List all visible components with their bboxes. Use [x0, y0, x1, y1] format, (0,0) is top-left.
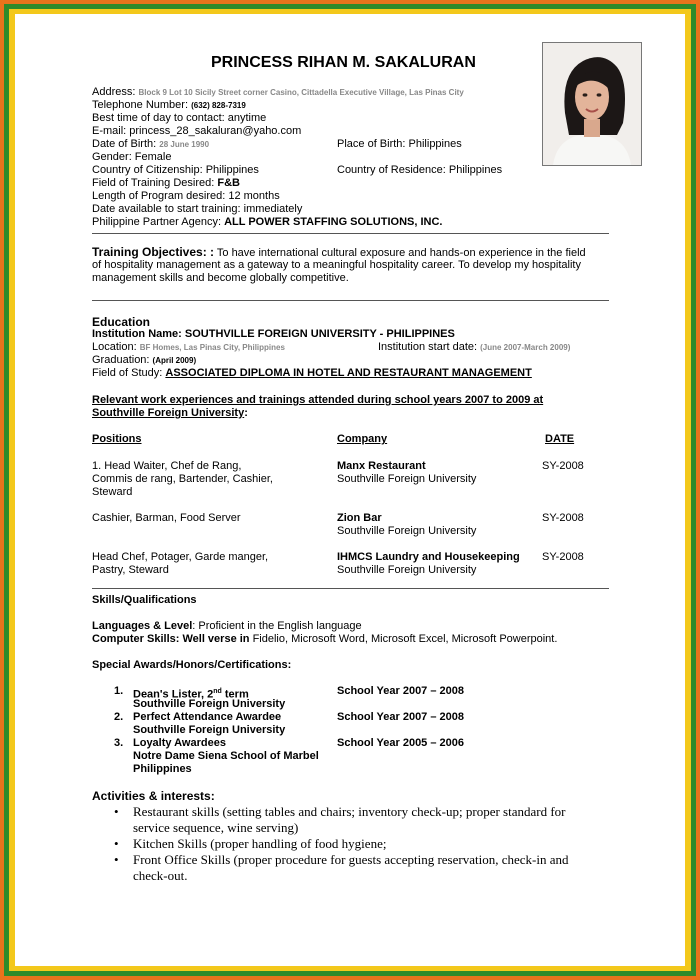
objectives-text-1: To have international cultural exposure and hands-on experience in the field [216, 247, 586, 259]
address-line [92, 86, 464, 99]
graduation-value: (April 2009) [152, 356, 197, 365]
program-length-line: Length of Program desired: 12 months [92, 190, 280, 202]
work-row-1-pos-3: Steward [92, 486, 133, 498]
work-title-line-1: Relevant work experiences and trainings attended during school years 2007 to 2009 at [92, 394, 544, 406]
award-2-year: School Year 2007 – 2008 [337, 711, 464, 723]
activity-3-line-2: check-out. [133, 868, 188, 883]
telephone-value: (632) 828-7319 [191, 101, 246, 110]
address-value: Block 9 Lot 10 Sicily Street corner Casino, Cittadella Executive Village, Las Pinas City [138, 88, 464, 97]
languages-label: Languages & Level [92, 620, 193, 632]
languages-value: : Proficient in the English language [192, 620, 362, 632]
bullet-icon: • [114, 804, 119, 819]
institution-label: Institution Name: [92, 328, 182, 340]
place-of-birth: Place of Birth: Philippines [337, 138, 462, 150]
award-2-name: Perfect Attendance Awardee [133, 711, 282, 723]
start-date-line [378, 341, 570, 354]
dob-label: Date of Birth: [92, 138, 157, 150]
activity-1-line-1: Restaurant skills (setting tables and chairs; inventory check-up; proper standard for [133, 804, 566, 819]
date-available-line: Date available to start training: immediately [92, 203, 303, 215]
email-line: E-mail: princess_28_sakaluran@yaho.com [92, 125, 302, 137]
award-1-num: 1. [114, 685, 124, 697]
portrait-image [543, 43, 641, 165]
field-training-value: F&B [217, 177, 240, 189]
field-training-line [92, 177, 240, 190]
objectives-line-3: management skills and become globally competitive. [92, 272, 349, 284]
award-1-name-text: Dean's Lister, 2 [133, 688, 214, 701]
work-row-1-company: Manx Restaurant [337, 460, 426, 472]
institution-line [92, 328, 455, 341]
graduation-line [92, 354, 196, 367]
work-row-2-date: SY-2008 [542, 512, 584, 524]
award-1-sup: nd [213, 688, 222, 695]
agency-line [92, 216, 442, 229]
resume-page [15, 14, 685, 966]
work-row-2-company: Zion Bar [337, 512, 382, 524]
award-1-school: Southville Foreign University [133, 698, 286, 710]
activity-1-line-2: service sequence, wine serving) [133, 820, 299, 835]
award-2-num: 2. [114, 711, 124, 723]
award-2-school: Southville Foreign University [133, 724, 286, 736]
objectives-title: Training Objectives: : [92, 245, 215, 259]
awards-title: Special Awards/Honors/Certifications: [92, 659, 292, 671]
location-value: BF Homes, Las Pinas City, Philippines [139, 343, 285, 352]
work-row-1-pos-2: Commis de rang, Bartender, Cashier, [92, 473, 273, 485]
work-row-1-date: SY-2008 [542, 460, 584, 472]
award-3-school: Notre Dame Siena School of Marbel [133, 750, 319, 762]
bullet-icon: • [114, 836, 119, 851]
award-3-num: 3. [114, 737, 124, 749]
award-3-name: Loyalty Awardees [133, 737, 226, 749]
objectives-line-2: of hospitality management as a gateway to a meaningful hospitality career. To develop my hospitality [92, 259, 581, 271]
telephone-line [92, 99, 246, 112]
citizenship-line: Country of Citizenship: Philippines [92, 164, 259, 176]
award-3-year: School Year 2005 – 2006 [337, 737, 464, 749]
bullet-icon: • [114, 852, 119, 867]
work-title-colon: : [244, 407, 248, 419]
activities-title: Activities & interests: [92, 789, 215, 803]
profile-photo [542, 42, 642, 166]
work-row-3-company: IHMCS Laundry and Housekeeping [337, 551, 520, 563]
work-row-3-sub: Southville Foreign University [337, 564, 477, 576]
col-company: Company [337, 433, 388, 445]
telephone-label: Telephone Number: [92, 99, 189, 111]
col-positions: Positions [92, 433, 142, 445]
col-date: DATE [545, 433, 575, 445]
field-of-study-value: ASSOCIATED DIPLOMA IN HOTEL AND RESTAURANT MANAGEMENT [165, 367, 532, 379]
location-label: Location: [92, 341, 137, 353]
award-3-school-2: Philippines [133, 763, 192, 775]
gender-line: Gender: Female [92, 151, 172, 163]
institution-value: SOUTHVILLE FOREIGN UNIVERSITY - PHILIPPINES [184, 328, 455, 340]
graduation-label: Graduation: [92, 354, 150, 366]
page-title: PRINCESS RIHAN M. SAKALURAN [211, 54, 476, 71]
activity-2-line-1: Kitchen Skills (proper handling of food hygiene; [133, 836, 387, 851]
field-of-study-line [92, 367, 532, 380]
activity-3-line-1: Front Office Skills (proper procedure for guests accepting reservation, check-in and [133, 852, 569, 867]
agency-label: Philippine Partner Agency: [92, 216, 222, 228]
work-title-line-2 [92, 407, 248, 420]
objectives-line-1 [92, 246, 586, 260]
best-time-line: Best time of day to contact: anytime [92, 112, 267, 124]
work-row-3-date: SY-2008 [542, 551, 584, 563]
field-training-label: Field of Training Desired: [92, 177, 215, 189]
education-title: Education [92, 315, 151, 329]
location-line [92, 341, 285, 354]
divider-3 [92, 588, 609, 589]
award-1-term: term [221, 688, 249, 701]
divider-1 [92, 233, 609, 234]
field-of-study-label: Field of Study: [92, 367, 163, 379]
address-label: Address: [92, 86, 136, 98]
award-1-year: School Year 2007 – 2008 [337, 685, 464, 697]
residence-line: Country of Residence: Philippines [337, 164, 503, 176]
work-row-1-pos-1: 1. Head Waiter, Chef de Rang, [92, 460, 242, 472]
dob-line [92, 138, 209, 151]
start-date-label: Institution start date: [378, 341, 478, 353]
languages-line [92, 620, 362, 633]
divider-2 [92, 300, 609, 301]
computer-skills-value: Fidelio, Microsoft Word, Microsoft Excel, Microsoft Powerpoint. [252, 633, 558, 645]
start-date-value: (June 2007-March 2009) [480, 343, 571, 352]
dob-value: 28 June 1990 [159, 140, 210, 149]
work-row-3-pos-2: Pastry, Steward [92, 564, 169, 576]
work-title-school: Southville Foreign University [92, 407, 245, 419]
work-row-2-sub: Southville Foreign University [337, 525, 477, 537]
skills-title: Skills/Qualifications [92, 594, 197, 606]
work-row-2-pos-1: Cashier, Barman, Food Server [92, 512, 241, 524]
computer-skills-line [92, 633, 557, 646]
work-row-3-pos-1: Head Chef, Potager, Garde manger, [92, 551, 269, 563]
work-row-1-sub: Southville Foreign University [337, 473, 477, 485]
computer-skills-label: Computer Skills: Well verse in [92, 633, 250, 645]
agency-value: ALL POWER STAFFING SOLUTIONS, INC. [224, 216, 443, 228]
